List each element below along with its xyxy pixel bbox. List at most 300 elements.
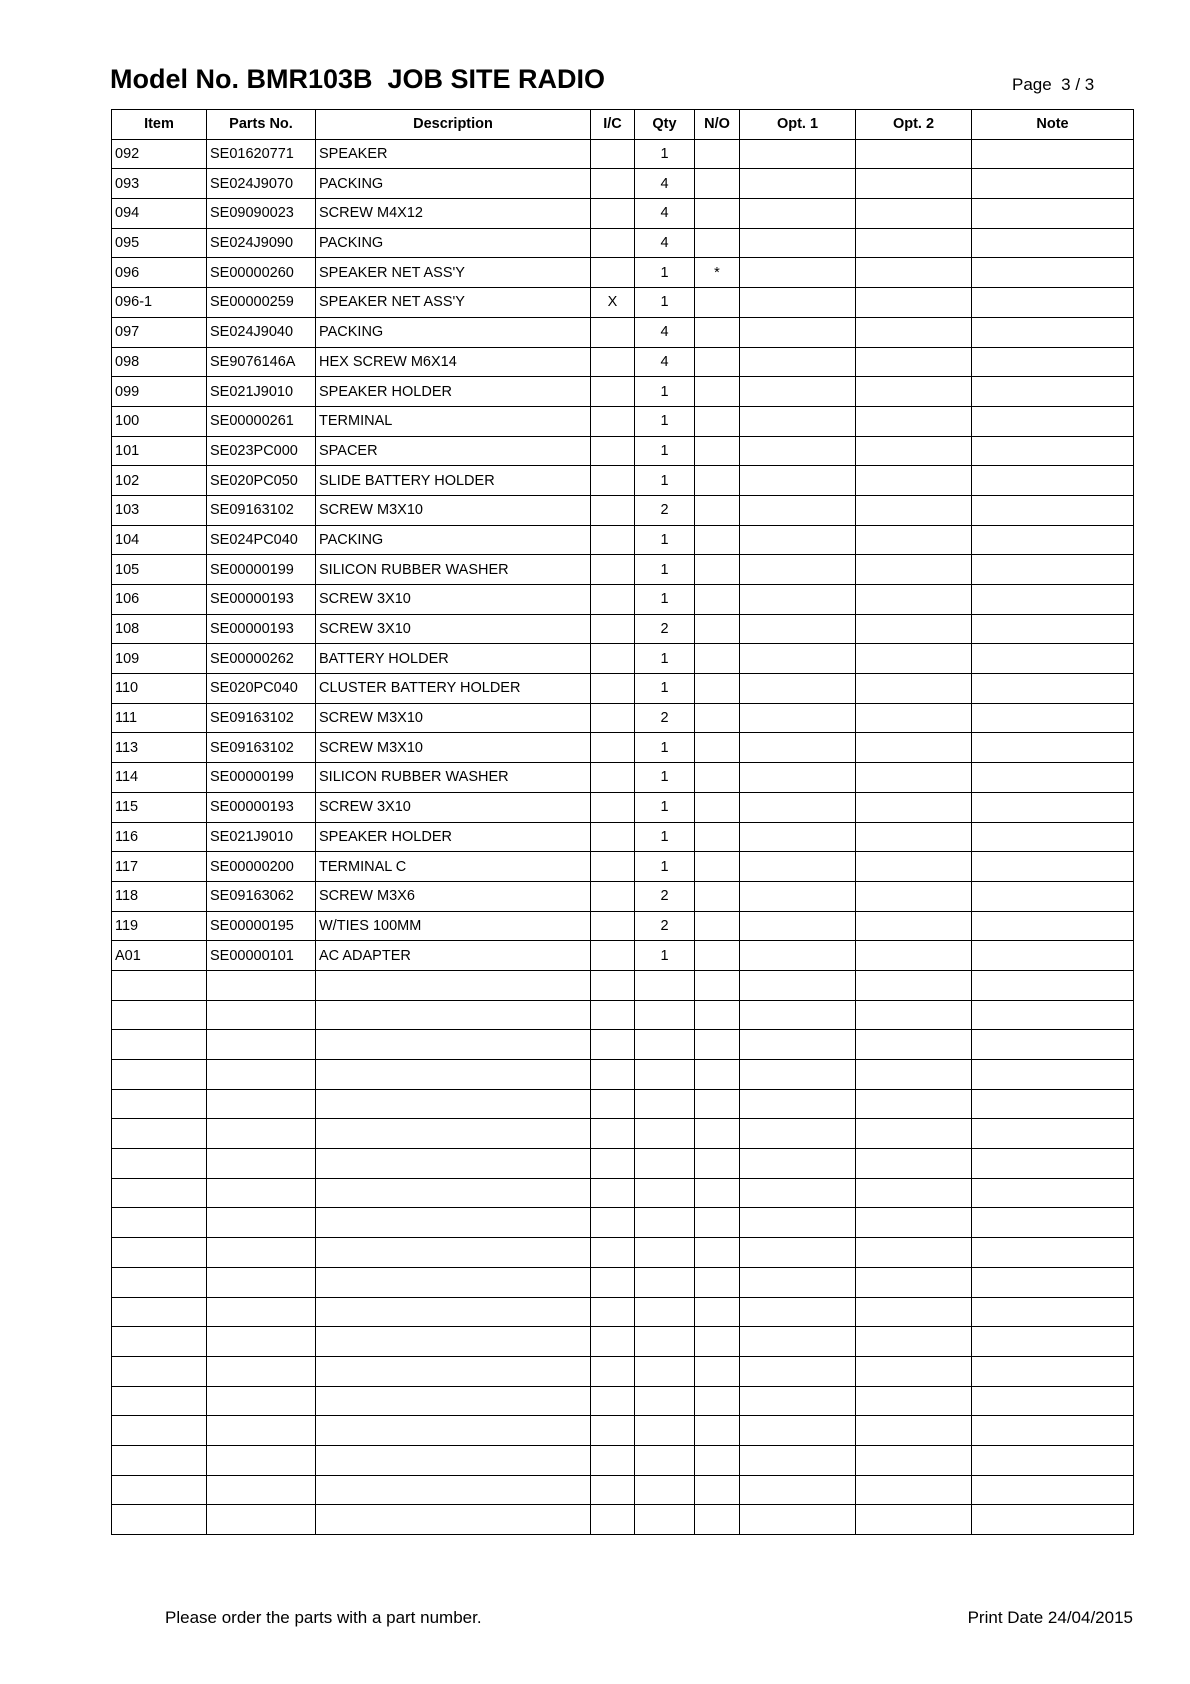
- ic-cell: [591, 585, 635, 615]
- opt1-cell: [740, 495, 856, 525]
- note-cell: [972, 1030, 1134, 1060]
- opt2-cell: [856, 1475, 972, 1505]
- qty-cell: 1: [635, 258, 695, 288]
- parts-no-cell: SE01620771: [207, 139, 316, 169]
- opt2-cell: [856, 763, 972, 793]
- no-cell: [695, 1149, 740, 1179]
- no-cell: [695, 970, 740, 1000]
- opt1-cell: [740, 614, 856, 644]
- description-cell: SPEAKER HOLDER: [316, 377, 591, 407]
- ic-cell: [591, 436, 635, 466]
- qty-cell: 1: [635, 525, 695, 555]
- opt1-cell: [740, 169, 856, 199]
- qty-cell: 1: [635, 792, 695, 822]
- description-cell: SPEAKER: [316, 139, 591, 169]
- column-header-qty: Qty: [635, 110, 695, 140]
- note-cell: [972, 1416, 1134, 1446]
- description-cell: W/TIES 100MM: [316, 911, 591, 941]
- qty-cell: [635, 1149, 695, 1179]
- no-cell: [695, 1060, 740, 1090]
- table-row: [112, 1327, 1134, 1357]
- page-title: Model No. BMR103B JOB SITE RADIO: [110, 64, 606, 94]
- note-cell: [972, 674, 1134, 704]
- item-cell: 095: [112, 228, 207, 258]
- qty-cell: 2: [635, 703, 695, 733]
- item-cell: 114: [112, 763, 207, 793]
- parts-no-cell: [207, 1030, 316, 1060]
- item-cell: 099: [112, 377, 207, 407]
- ic-cell: [591, 1119, 635, 1149]
- note-cell: [972, 1505, 1134, 1535]
- opt2-cell: [856, 228, 972, 258]
- description-cell: [316, 1119, 591, 1149]
- opt2-cell: [856, 614, 972, 644]
- table-row: [112, 495, 1134, 525]
- ic-cell: [591, 525, 635, 555]
- ic-cell: [591, 822, 635, 852]
- table-row: [112, 852, 1134, 882]
- parts-no-cell: [207, 970, 316, 1000]
- opt1-cell: [740, 703, 856, 733]
- no-cell: [695, 1208, 740, 1238]
- parts-no-cell: SE09090023: [207, 199, 316, 229]
- ic-cell: [591, 1445, 635, 1475]
- opt1-cell: [740, 1030, 856, 1060]
- no-cell: [695, 406, 740, 436]
- description-cell: SILICON RUBBER WASHER: [316, 555, 591, 585]
- parts-no-cell: SE09163102: [207, 495, 316, 525]
- item-cell: [112, 1238, 207, 1268]
- ic-cell: [591, 406, 635, 436]
- note-cell: [972, 1475, 1134, 1505]
- description-cell: [316, 1475, 591, 1505]
- description-cell: TERMINAL C: [316, 852, 591, 882]
- ic-cell: [591, 763, 635, 793]
- note-cell: [972, 703, 1134, 733]
- no-cell: [695, 733, 740, 763]
- opt1-cell: [740, 1000, 856, 1030]
- note-cell: [972, 970, 1134, 1000]
- opt2-cell: [856, 1089, 972, 1119]
- parts-no-cell: SE00000259: [207, 288, 316, 318]
- parts-no-cell: SE00000193: [207, 792, 316, 822]
- opt2-cell: [856, 881, 972, 911]
- note-cell: [972, 406, 1134, 436]
- table-row: [112, 1356, 1134, 1386]
- parts-no-cell: SE024J9070: [207, 169, 316, 199]
- qty-cell: 1: [635, 822, 695, 852]
- table-row: [112, 585, 1134, 615]
- table-row: [112, 970, 1134, 1000]
- table-row: [112, 436, 1134, 466]
- ic-cell: [591, 1297, 635, 1327]
- ic-cell: [591, 1386, 635, 1416]
- note-cell: [972, 169, 1134, 199]
- item-cell: [112, 1356, 207, 1386]
- item-cell: [112, 1060, 207, 1090]
- note-cell: [972, 733, 1134, 763]
- qty-cell: [635, 1505, 695, 1535]
- parts-no-cell: [207, 1327, 316, 1357]
- qty-cell: [635, 1445, 695, 1475]
- column-header-parts-no: Parts No.: [207, 110, 316, 140]
- no-cell: [695, 1178, 740, 1208]
- note-cell: [972, 317, 1134, 347]
- opt2-cell: [856, 1060, 972, 1090]
- ic-cell: X: [591, 288, 635, 318]
- note-cell: [972, 258, 1134, 288]
- qty-cell: [635, 1267, 695, 1297]
- description-cell: [316, 1089, 591, 1119]
- ic-cell: [591, 1060, 635, 1090]
- table-row: [112, 644, 1134, 674]
- no-cell: [695, 911, 740, 941]
- description-cell: [316, 1327, 591, 1357]
- item-cell: [112, 1208, 207, 1238]
- ic-cell: [591, 614, 635, 644]
- table-row: [112, 317, 1134, 347]
- note-cell: [972, 1386, 1134, 1416]
- table-row: [112, 792, 1134, 822]
- no-cell: [695, 1119, 740, 1149]
- item-cell: 098: [112, 347, 207, 377]
- parts-no-cell: SE024J9040: [207, 317, 316, 347]
- parts-no-cell: [207, 1060, 316, 1090]
- table-row: [112, 199, 1134, 229]
- opt2-cell: [856, 1119, 972, 1149]
- ic-cell: [591, 703, 635, 733]
- opt2-cell: [856, 258, 972, 288]
- opt2-cell: [856, 1178, 972, 1208]
- description-cell: SCREW 3X10: [316, 614, 591, 644]
- qty-cell: 1: [635, 733, 695, 763]
- ic-cell: [591, 1416, 635, 1446]
- ic-cell: [591, 1475, 635, 1505]
- qty-cell: 1: [635, 377, 695, 407]
- no-cell: [695, 347, 740, 377]
- qty-cell: [635, 1327, 695, 1357]
- no-cell: [695, 555, 740, 585]
- parts-no-cell: SE00000199: [207, 555, 316, 585]
- note-cell: [972, 911, 1134, 941]
- table-row: [112, 1119, 1134, 1149]
- parts-no-cell: SE00000101: [207, 941, 316, 971]
- table-row: [112, 1149, 1134, 1179]
- item-cell: [112, 1505, 207, 1535]
- opt1-cell: [740, 1119, 856, 1149]
- opt2-cell: [856, 1267, 972, 1297]
- table-row: [112, 1208, 1134, 1238]
- no-cell: [695, 1089, 740, 1119]
- note-cell: [972, 792, 1134, 822]
- item-cell: 110: [112, 674, 207, 704]
- opt1-cell: [740, 258, 856, 288]
- parts-no-cell: [207, 1149, 316, 1179]
- opt2-cell: [856, 733, 972, 763]
- table-row: [112, 1445, 1134, 1475]
- opt1-cell: [740, 1060, 856, 1090]
- note-cell: [972, 1178, 1134, 1208]
- note-cell: [972, 1149, 1134, 1179]
- description-cell: [316, 1386, 591, 1416]
- qty-cell: 4: [635, 169, 695, 199]
- opt1-cell: [740, 406, 856, 436]
- table-row: [112, 1475, 1134, 1505]
- no-cell: [695, 495, 740, 525]
- ic-cell: [591, 792, 635, 822]
- description-cell: [316, 1416, 591, 1446]
- qty-cell: [635, 970, 695, 1000]
- parts-no-cell: SE00000260: [207, 258, 316, 288]
- table-row: [112, 822, 1134, 852]
- note-cell: [972, 555, 1134, 585]
- ic-cell: [591, 941, 635, 971]
- note-cell: [972, 228, 1134, 258]
- parts-table: [111, 109, 1134, 1535]
- description-cell: TERMINAL: [316, 406, 591, 436]
- item-cell: 117: [112, 852, 207, 882]
- item-cell: [112, 1475, 207, 1505]
- opt1-cell: [740, 347, 856, 377]
- no-cell: [695, 1327, 740, 1357]
- description-cell: SPEAKER NET ASS'Y: [316, 288, 591, 318]
- no-cell: [695, 1445, 740, 1475]
- description-cell: [316, 1267, 591, 1297]
- qty-cell: 1: [635, 674, 695, 704]
- item-cell: [112, 1445, 207, 1475]
- parts-no-cell: SE020PC040: [207, 674, 316, 704]
- no-cell: [695, 1356, 740, 1386]
- note-cell: [972, 1089, 1134, 1119]
- qty-cell: 2: [635, 911, 695, 941]
- parts-no-cell: SE9076146A: [207, 347, 316, 377]
- no-cell: [695, 1030, 740, 1060]
- opt1-cell: [740, 852, 856, 882]
- qty-cell: 2: [635, 614, 695, 644]
- opt2-cell: [856, 377, 972, 407]
- ic-cell: [591, 674, 635, 704]
- opt2-cell: [856, 347, 972, 377]
- opt1-cell: [740, 1238, 856, 1268]
- opt1-cell: [740, 1356, 856, 1386]
- qty-cell: 1: [635, 585, 695, 615]
- opt2-cell: [856, 1149, 972, 1179]
- item-cell: [112, 970, 207, 1000]
- item-cell: [112, 1089, 207, 1119]
- no-cell: [695, 644, 740, 674]
- opt2-cell: [856, 674, 972, 704]
- parts-no-cell: SE00000200: [207, 852, 316, 882]
- description-cell: [316, 1356, 591, 1386]
- description-cell: SCREW 3X10: [316, 792, 591, 822]
- parts-no-cell: SE023PC000: [207, 436, 316, 466]
- no-cell: [695, 1238, 740, 1268]
- table-row: [112, 288, 1134, 318]
- item-cell: 105: [112, 555, 207, 585]
- item-cell: 104: [112, 525, 207, 555]
- note-cell: [972, 585, 1134, 615]
- parts-no-cell: [207, 1119, 316, 1149]
- no-cell: [695, 1505, 740, 1535]
- parts-no-cell: [207, 1208, 316, 1238]
- qty-cell: 1: [635, 466, 695, 496]
- order-note: Please order the parts with a part number.: [165, 1608, 482, 1627]
- parts-no-cell: [207, 1445, 316, 1475]
- parts-no-cell: SE09163102: [207, 703, 316, 733]
- print-date: Print Date 24/04/2015: [967, 1608, 1133, 1627]
- ic-cell: [591, 1000, 635, 1030]
- note-cell: [972, 881, 1134, 911]
- table-row: [112, 169, 1134, 199]
- parts-no-cell: SE09163062: [207, 881, 316, 911]
- opt2-cell: [856, 1297, 972, 1327]
- description-cell: BATTERY HOLDER: [316, 644, 591, 674]
- ic-cell: [591, 466, 635, 496]
- ic-cell: [591, 852, 635, 882]
- item-cell: 103: [112, 495, 207, 525]
- parts-no-cell: [207, 1475, 316, 1505]
- table-row: [112, 258, 1134, 288]
- ic-cell: [591, 347, 635, 377]
- table-row: [112, 466, 1134, 496]
- note-cell: [972, 1356, 1134, 1386]
- item-cell: 096: [112, 258, 207, 288]
- description-cell: PACKING: [316, 169, 591, 199]
- opt1-cell: [740, 317, 856, 347]
- ic-cell: [591, 1505, 635, 1535]
- item-cell: [112, 1178, 207, 1208]
- item-cell: [112, 1000, 207, 1030]
- note-cell: [972, 1445, 1134, 1475]
- table-row: [112, 1267, 1134, 1297]
- column-header-no: N/O: [695, 110, 740, 140]
- table-row: [112, 1089, 1134, 1119]
- column-header-opt1: Opt. 1: [740, 110, 856, 140]
- qty-cell: [635, 1238, 695, 1268]
- description-cell: [316, 1060, 591, 1090]
- qty-cell: [635, 1416, 695, 1446]
- no-cell: [695, 703, 740, 733]
- qty-cell: 1: [635, 941, 695, 971]
- no-cell: [695, 585, 740, 615]
- ic-cell: [591, 1327, 635, 1357]
- note-cell: [972, 1060, 1134, 1090]
- item-cell: 111: [112, 703, 207, 733]
- note-cell: [972, 1327, 1134, 1357]
- opt1-cell: [740, 1297, 856, 1327]
- opt1-cell: [740, 1445, 856, 1475]
- ic-cell: [591, 1149, 635, 1179]
- no-cell: [695, 169, 740, 199]
- opt2-cell: [856, 1386, 972, 1416]
- opt2-cell: [856, 288, 972, 318]
- table-row: [112, 1297, 1134, 1327]
- note-cell: [972, 644, 1134, 674]
- qty-cell: [635, 1000, 695, 1030]
- item-cell: 113: [112, 733, 207, 763]
- table-row: [112, 555, 1134, 585]
- ic-cell: [591, 644, 635, 674]
- opt2-cell: [856, 1445, 972, 1475]
- no-cell: [695, 614, 740, 644]
- item-cell: [112, 1386, 207, 1416]
- description-cell: SILICON RUBBER WASHER: [316, 763, 591, 793]
- description-cell: [316, 1445, 591, 1475]
- note-cell: [972, 852, 1134, 882]
- qty-cell: 2: [635, 495, 695, 525]
- ic-cell: [591, 733, 635, 763]
- no-cell: [695, 199, 740, 229]
- description-cell: SCREW M3X10: [316, 733, 591, 763]
- table-row: [112, 881, 1134, 911]
- no-cell: [695, 674, 740, 704]
- qty-cell: [635, 1060, 695, 1090]
- column-header-ic: I/C: [591, 110, 635, 140]
- column-header-item: Item: [112, 110, 207, 140]
- opt2-cell: [856, 703, 972, 733]
- item-cell: [112, 1267, 207, 1297]
- table-row: [112, 941, 1134, 971]
- opt2-cell: [856, 139, 972, 169]
- ic-cell: [591, 377, 635, 407]
- note-cell: [972, 614, 1134, 644]
- parts-no-cell: SE024PC040: [207, 525, 316, 555]
- ic-cell: [591, 1238, 635, 1268]
- parts-no-cell: [207, 1416, 316, 1446]
- description-cell: [316, 1505, 591, 1535]
- ic-cell: [591, 1089, 635, 1119]
- item-cell: 100: [112, 406, 207, 436]
- note-cell: [972, 763, 1134, 793]
- qty-cell: [635, 1119, 695, 1149]
- opt2-cell: [856, 555, 972, 585]
- parts-no-cell: SE024J9090: [207, 228, 316, 258]
- no-cell: *: [695, 258, 740, 288]
- note-cell: [972, 822, 1134, 852]
- description-cell: [316, 1238, 591, 1268]
- parts-no-cell: SE00000199: [207, 763, 316, 793]
- description-cell: SCREW M3X10: [316, 703, 591, 733]
- opt2-cell: [856, 436, 972, 466]
- opt2-cell: [856, 852, 972, 882]
- ic-cell: [591, 169, 635, 199]
- column-header-description: Description: [316, 110, 591, 140]
- page-number: Page 3 / 3: [1012, 75, 1095, 94]
- opt1-cell: [740, 377, 856, 407]
- table-row: [112, 1030, 1134, 1060]
- opt2-cell: [856, 644, 972, 674]
- qty-cell: [635, 1297, 695, 1327]
- item-cell: [112, 1416, 207, 1446]
- qty-cell: [635, 1030, 695, 1060]
- opt2-cell: [856, 1000, 972, 1030]
- item-cell: 109: [112, 644, 207, 674]
- description-cell: SCREW 3X10: [316, 585, 591, 615]
- qty-cell: 2: [635, 881, 695, 911]
- note-cell: [972, 288, 1134, 318]
- opt1-cell: [740, 1327, 856, 1357]
- opt1-cell: [740, 199, 856, 229]
- qty-cell: 1: [635, 644, 695, 674]
- no-cell: [695, 881, 740, 911]
- qty-cell: [635, 1356, 695, 1386]
- opt2-cell: [856, 585, 972, 615]
- parts-no-cell: SE00000261: [207, 406, 316, 436]
- column-header-opt2: Opt. 2: [856, 110, 972, 140]
- note-cell: [972, 139, 1134, 169]
- opt1-cell: [740, 288, 856, 318]
- note-cell: [972, 525, 1134, 555]
